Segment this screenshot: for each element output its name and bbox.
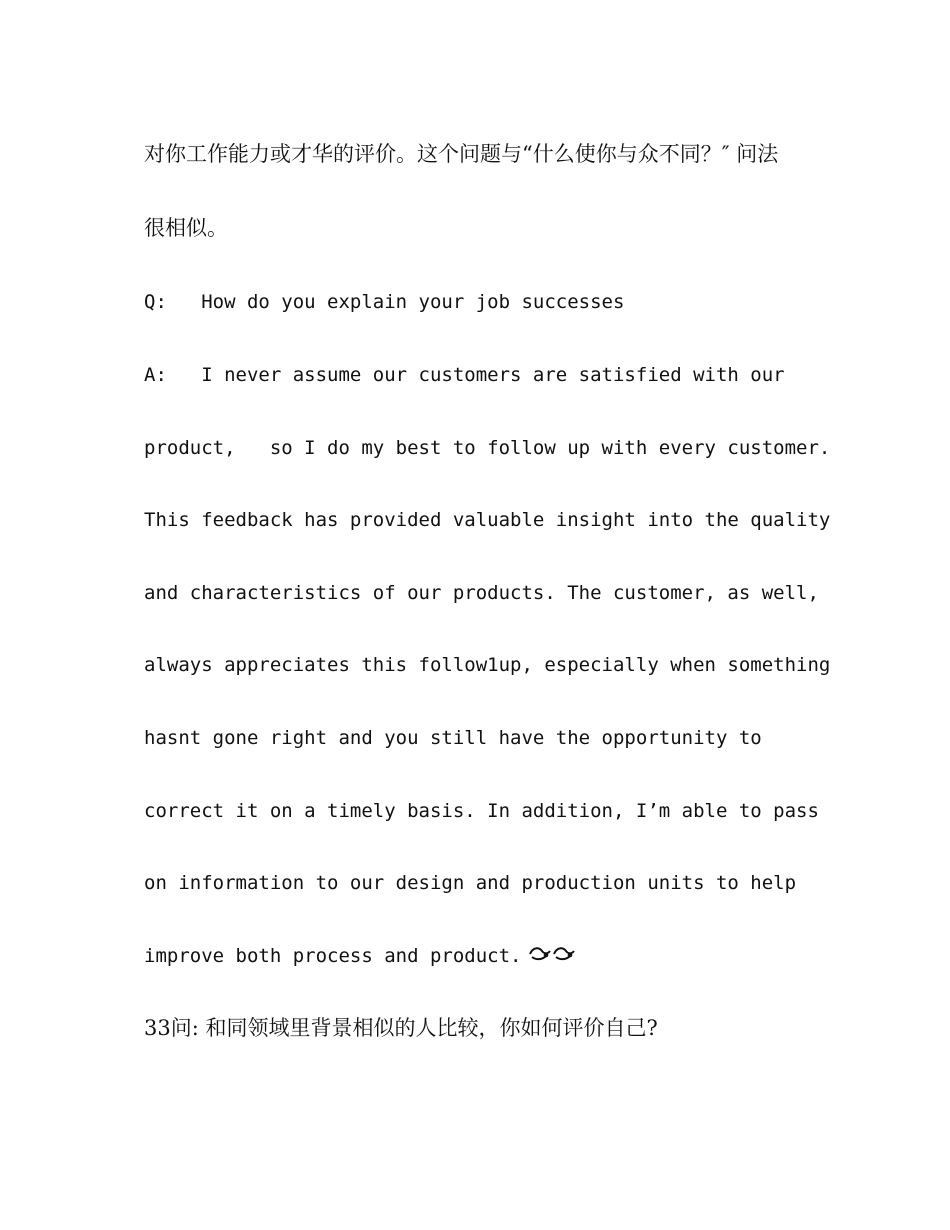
question-heading: 33问: 和同领域里背景相似的人比较，你如何评价自己? [144, 1016, 658, 1040]
answer-line: on information to our design and production units to help [144, 872, 797, 894]
answer-line: and characteristics of our products. The customer, as well, [144, 582, 819, 604]
answer-line: product, so I do my best to follow up with every customer. [144, 437, 831, 459]
answer-text: improve both process and product. [144, 945, 522, 967]
question-line: Q: How do you explain your job successes [144, 291, 625, 313]
answer-line: always appreciates this follow1up, especially when something [144, 654, 831, 676]
paragraph-line: 对你工作能力或才华的评价。这个问题与“什么使你与众不同？″ 问法 [144, 142, 779, 166]
answer-line: A: I never assume our customers are satisfied with our [144, 364, 785, 386]
answer-line: This feedback has provided valuable insight into the quality [144, 509, 831, 531]
answer-line: correct it on a timely basis. In addition, I’m able to pass [144, 800, 819, 822]
paragraph-line: 很相似。 [144, 216, 228, 240]
answer-line-last [144, 944, 576, 969]
answer-line: hasnt gone right and you still have the opportunity to [144, 727, 762, 749]
ornament-icon [528, 944, 576, 969]
